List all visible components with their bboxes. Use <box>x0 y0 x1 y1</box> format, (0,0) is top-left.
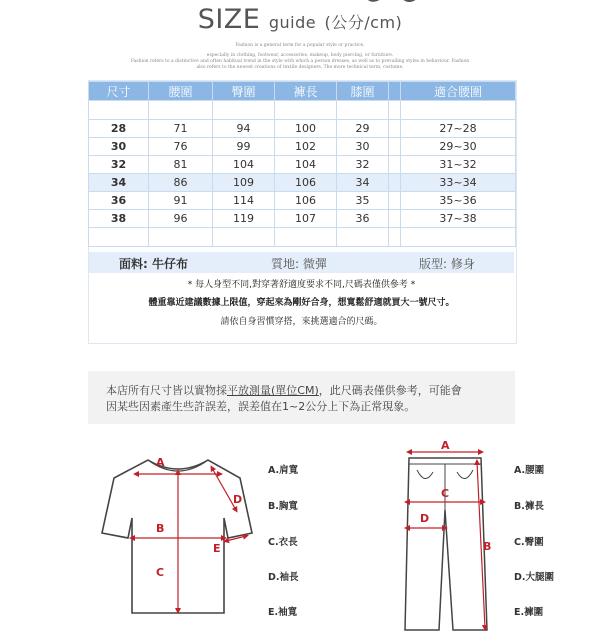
cell-spacer <box>389 210 401 228</box>
header-hip: 臀圍 <box>213 82 275 101</box>
shirt-letter-a: A <box>156 456 165 469</box>
notice-line2: 因某些因素產生些許誤差，誤差值在1~2公分上下為正常現象。 <box>106 400 416 413</box>
table-row <box>89 210 516 228</box>
pants-letter-d: D <box>420 512 430 525</box>
cell-fit-waist: 29~30 <box>401 138 516 156</box>
cell-knee: 36 <box>337 210 389 228</box>
note-line-1: * 每人身型不同,對穿著舒適度要求不同,尺碼表僅供參考 * <box>187 280 416 290</box>
fit-label: 版型: 修身 <box>419 257 475 271</box>
cell-size: 36 <box>89 192 149 210</box>
cell-waist: 91 <box>149 192 213 210</box>
cell-hip: 104 <box>213 156 275 174</box>
cell-length: 104 <box>275 156 337 174</box>
pants-legend-c: C.臀圍 <box>514 537 544 548</box>
shirt-legend-b: B.胸寬 <box>268 501 298 512</box>
fine-print-line-3: Fashion refers to a distinctive and often habitual trend in the style with which a person dresses, as well as to prevailing styles in behaviour. Fashion <box>130 59 470 64</box>
header-length: 褲長 <box>275 82 337 101</box>
cell-hip: 119 <box>213 210 275 228</box>
pants-legend-a: A.腰圍 <box>514 465 545 476</box>
measurement-notice <box>88 371 515 424</box>
header-size: 尺寸 <box>89 82 149 101</box>
table-row <box>89 192 516 210</box>
cell-fit-waist: 27~28 <box>401 120 516 138</box>
shirt-diagram-icon <box>90 448 260 628</box>
decorative-script-icon <box>360 0 430 6</box>
shirt-letter-c: C <box>156 566 165 579</box>
shirt-legend-d: D.袖長 <box>268 572 299 583</box>
cell-knee: 29 <box>337 120 389 138</box>
cell-spacer <box>389 174 401 192</box>
cell-length: 106 <box>275 174 337 192</box>
note-line-3: 請依自身習慣穿搭，來挑選適合的尺碼。 <box>220 317 383 327</box>
table-blank-row <box>89 228 516 247</box>
fine-print-line-1: Fashion is a general term for a popular style or practice, <box>235 43 365 48</box>
table-header-row <box>89 82 516 101</box>
notice-line1-post: ，此尺碼表僅供參考，可能會 <box>318 384 462 397</box>
table-row <box>89 120 516 138</box>
cell-size: 30 <box>89 138 149 156</box>
pants-letter-b: B <box>483 540 492 553</box>
cell-size: 32 <box>89 156 149 174</box>
cell-fit-waist: 37~38 <box>401 210 516 228</box>
cell-knee: 32 <box>337 156 389 174</box>
header-knee: 膝圍 <box>337 82 389 101</box>
pants-legend-e: E.褲圍 <box>514 607 544 618</box>
shirt-letter-d: D <box>233 493 243 506</box>
cell-knee: 35 <box>337 192 389 210</box>
cell-length: 102 <box>275 138 337 156</box>
note-line-2: 體重靠近建議數據上限值，穿起來為剛好合身，想寬鬆舒適就買大一號尺寸。 <box>148 298 455 308</box>
guide-word: guide <box>268 13 317 32</box>
pants-diagram-icon <box>395 440 505 635</box>
cell-length: 100 <box>275 120 337 138</box>
pants-legend-b: B.褲長 <box>514 501 544 512</box>
cell-waist: 71 <box>149 120 213 138</box>
pants-outline <box>405 458 487 630</box>
notice-underlined: 平放測量(單位CM) <box>227 384 319 397</box>
cell-size: 28 <box>89 120 149 138</box>
header-waist: 腰圍 <box>149 82 213 101</box>
shirt-legend-a: A.肩寬 <box>268 465 299 476</box>
cell-length: 106 <box>275 192 337 210</box>
cell-hip: 114 <box>213 192 275 210</box>
shirt-outline <box>102 460 252 613</box>
notice-line1-pre: 本店所有尺寸皆以實物採 <box>106 384 227 397</box>
cell-spacer <box>389 138 401 156</box>
cell-hip: 109 <box>213 174 275 192</box>
cell-fit-waist: 33~34 <box>401 174 516 192</box>
cell-hip: 99 <box>213 138 275 156</box>
cell-waist: 76 <box>149 138 213 156</box>
table-row <box>89 174 516 192</box>
fine-print-line-2: especially in clothing, footwear, accessories, makeup, body piercing, or furniture. <box>206 53 394 58</box>
size-table <box>88 81 516 247</box>
cell-waist: 96 <box>149 210 213 228</box>
shirt-letter-e: E <box>213 542 221 555</box>
cell-size: 38 <box>89 210 149 228</box>
size-guide-title <box>0 4 600 35</box>
material-row <box>89 252 514 273</box>
cell-spacer <box>389 120 401 138</box>
table-blank-row <box>89 101 516 120</box>
pants-letter-a: A <box>441 440 450 452</box>
cell-knee: 34 <box>337 174 389 192</box>
cell-waist: 86 <box>149 174 213 192</box>
fabric-label: 面料: 牛仔布 <box>119 257 188 271</box>
pants-legend-d: D.大腿圍 <box>514 572 554 583</box>
cell-spacer <box>389 192 401 210</box>
notice-text <box>106 383 462 415</box>
cell-waist: 81 <box>149 156 213 174</box>
cell-length: 107 <box>275 210 337 228</box>
table-row <box>89 138 516 156</box>
cell-spacer <box>389 156 401 174</box>
table-row <box>89 156 516 174</box>
shirt-legend-c: C.衣長 <box>268 537 298 548</box>
unit-label: (公分/cm) <box>324 13 403 32</box>
shirt-letter-b: B <box>156 522 165 535</box>
header-spacer <box>389 82 401 101</box>
cell-knee: 30 <box>337 138 389 156</box>
pants-letter-c: C <box>441 487 450 500</box>
shirt-legend-e: E.袖寬 <box>268 607 298 618</box>
texture-label: 質地: 微彈 <box>271 257 327 271</box>
cell-fit-waist: 35~36 <box>401 192 516 210</box>
cell-hip: 94 <box>213 120 275 138</box>
size-word: SIZE <box>197 4 261 35</box>
cell-size: 34 <box>89 174 149 192</box>
header-fit-waist: 適合腰圍 <box>401 82 516 101</box>
fine-print-line-4: also refers to the newest creations of textile designers. The more technical term, costume, <box>196 65 404 70</box>
cell-fit-waist: 31~32 <box>401 156 516 174</box>
